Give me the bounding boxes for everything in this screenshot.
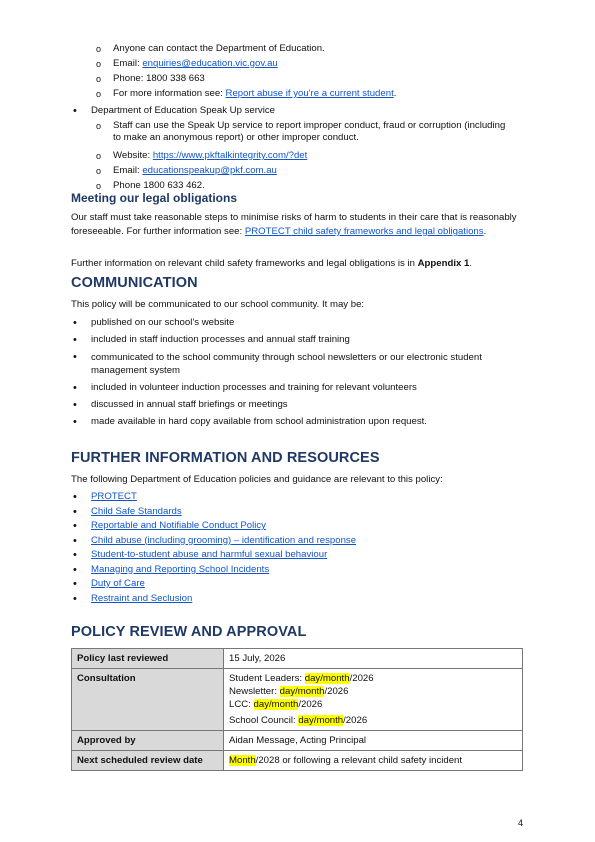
email-link-doe[interactable]: enquiries@education.vic.gov.au [142, 58, 278, 69]
phone-text: Phone 1800 633 462. [113, 180, 205, 191]
review-heading: POLICY REVIEW AND APPROVAL [71, 624, 307, 640]
year: /2026 [324, 686, 349, 697]
link-managing-incidents[interactable]: Managing and Reporting School Incidents [91, 563, 270, 575]
consultation-label: Consultation [72, 669, 224, 731]
review-table [71, 648, 523, 771]
list-item [0, 73, 595, 88]
appendix-ref: Appendix 1 [417, 258, 470, 269]
list-item [0, 150, 595, 165]
approved-label: Approved by [72, 731, 224, 751]
email-label: Email: [113, 165, 143, 176]
next-review-label: Next scheduled review date [72, 751, 224, 771]
list-item [0, 120, 595, 150]
list-item [0, 43, 595, 58]
placeholder-highlight: day/month [279, 686, 325, 697]
resources-intro: The following Department of Education policies and guidance are relevant to this policy: [71, 474, 443, 485]
review-section [0, 626, 595, 638]
table-row [72, 649, 523, 669]
consultation-line [229, 672, 517, 685]
list-item [0, 564, 595, 579]
placeholder-highlight: day/month [253, 699, 299, 710]
table-row [72, 731, 523, 751]
list-item [0, 105, 595, 117]
table-row [72, 669, 523, 731]
link-restraint-seclusion[interactable]: Restraint and Seclusion [91, 592, 193, 604]
legal-text: Our staff must take reasonable steps to minimise risks of harm to students in their care that is reasonably foreseeable. For further information see: [71, 212, 517, 237]
link-reportable-conduct[interactable]: Reportable and Notifiable Conduct Policy [91, 520, 266, 531]
website-label: Website: [113, 150, 153, 161]
link-duty-of-care[interactable]: Duty of Care [91, 578, 145, 589]
speakup-title: Department of Education Speak Up service [91, 105, 275, 116]
consultation-line [229, 698, 517, 711]
consult-party: Newsletter: [229, 686, 280, 697]
punctuation: . [483, 226, 487, 237]
link-child-abuse[interactable]: Child abuse (including grooming) – identification and response [91, 534, 357, 546]
last-reviewed-value: 15 July, 2026 [224, 649, 523, 669]
more-info-label: For more information see: [113, 88, 226, 99]
speakup-sublist [0, 120, 595, 195]
placeholder-highlight: day/month [298, 715, 344, 726]
report-abuse-link[interactable]: Report abuse if you're a current student [225, 88, 394, 99]
placeholder-highlight: day/month [304, 673, 350, 684]
resources-list [0, 491, 595, 607]
page-number: 4 [517, 818, 523, 828]
consult-party: Student Leaders: [229, 673, 305, 684]
consultation-line [229, 685, 517, 698]
last-reviewed-label: Policy last reviewed [72, 649, 224, 669]
year: /2026 [349, 673, 374, 684]
communication-list [0, 317, 595, 433]
legal-heading: Meeting our legal obligations [71, 191, 238, 205]
list-item: • published on our school’s website [0, 317, 595, 334]
next-review-text: /2028 or following a relevant child safety incident [255, 755, 463, 766]
speakup-website-link[interactable]: https://www.pkftalkintegrity.com/?det [152, 150, 308, 161]
year: /2026 [298, 699, 323, 710]
email-label: Email: [113, 58, 143, 69]
speakup-list [0, 105, 595, 117]
list-item [0, 88, 595, 103]
list-item [0, 578, 595, 593]
list-item [0, 58, 595, 73]
approved-value: Aidan Message, Acting Principal [224, 731, 523, 751]
table-row [72, 751, 523, 771]
legal-section [0, 192, 595, 204]
list-item [0, 549, 595, 564]
contact-text: Anyone can contact the Department of Education. [113, 43, 325, 54]
list-item [0, 593, 595, 608]
consult-party: School Council: [229, 715, 299, 726]
next-review-value [224, 751, 523, 771]
list-item: • included in staff induction processes and annual staff training [0, 334, 595, 351]
link-child-safe-standards[interactable]: Child Safe Standards [91, 505, 182, 517]
speakup-email-link[interactable]: educationspeakup@pkf.com.au [142, 165, 277, 176]
communication-heading: COMMUNICATION [71, 275, 198, 291]
consultation-line [229, 714, 517, 727]
consultation-value [224, 669, 523, 731]
consult-party: LCC: [229, 699, 254, 710]
year: /2026 [343, 715, 368, 726]
doe-contact-list [0, 43, 595, 103]
resources-heading: FURTHER INFORMATION AND RESOURCES [71, 450, 380, 466]
list-item [0, 520, 595, 535]
list-item [0, 506, 595, 521]
list-item [0, 535, 595, 550]
list-item: • discussed in annual staff briefings or meetings [0, 399, 595, 416]
list-item [0, 491, 595, 506]
list-item: • included in volunteer induction processes and training for relevant volunteers [0, 382, 595, 399]
phone-text: Phone: 1800 338 663 [113, 73, 205, 84]
link-protect[interactable]: PROTECT [91, 491, 137, 502]
protect-frameworks-link[interactable]: PROTECT child safety frameworks and legal obligations [244, 226, 484, 237]
punctuation: . [469, 258, 473, 269]
placeholder-highlight: Month [229, 755, 256, 766]
communication-intro: This policy will be communicated to our school community. It may be: [71, 299, 365, 310]
list-item: • communicated to the school community through school newsletters or our electronic student management system [0, 351, 595, 382]
list-item [0, 165, 595, 180]
list-item: • made available in hard copy available from school administration upon request. [0, 416, 595, 433]
legal-para-1 [0, 211, 595, 239]
legal-para-2 [0, 258, 595, 270]
communication-section [0, 277, 595, 289]
punctuation: . [393, 88, 397, 99]
legal-text-2: Further information on relevant child safety frameworks and legal obligations is in [71, 258, 418, 269]
resources-section [0, 452, 595, 464]
speakup-desc: Staff can use the Speak Up service to report improper conduct, fraud or corruption (including to make an anonymous report) or other improper conduct. [113, 120, 506, 144]
link-student-abuse[interactable]: Student-to-student abuse and harmful sexual behaviour [91, 549, 328, 560]
